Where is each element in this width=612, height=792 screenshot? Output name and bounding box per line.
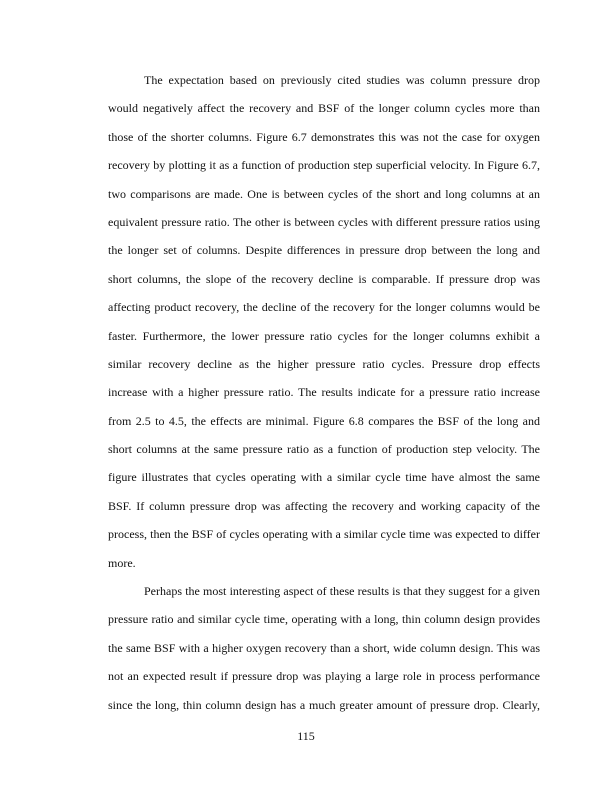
text-line: affecting product recovery, the decline of the recovery for the longer columns would be xyxy=(108,300,540,315)
text-line: those of the shorter columns. Figure 6.7 demonstrates this was not the case for oxygen xyxy=(108,129,540,144)
text-line: short columns, the slope of the recovery decline is comparable. If pressure drop was xyxy=(108,271,540,286)
text-line: would negatively affect the recovery and BSF of the longer column cycles more than xyxy=(108,101,540,116)
text-line: process, then the BSF of cycles operating with a similar cycle time was expected to differ xyxy=(108,527,540,542)
text-line: figure illustrates that cycles operating with a similar cycle time have almost the same xyxy=(108,470,540,485)
text-line: short columns at the same pressure ratio as a function of production step velocity. The xyxy=(108,442,540,457)
text-line: Perhaps the most interesting aspect of these results is that they suggest for a given xyxy=(144,584,540,599)
text-line: faster. Furthermore, the lower pressure ratio cycles for the longer columns exhibit a xyxy=(108,328,540,343)
text-line: the same BSF with a higher oxygen recovery than a short, wide column design. This was xyxy=(108,640,540,655)
text-line: BSF. If column pressure drop was affecting the recovery and working capacity of the xyxy=(108,498,540,513)
text-line: recovery by plotting it as a function of production step superficial velocity. In Figure 6.7, xyxy=(108,158,540,173)
text-line: The expectation based on previously cited studies was column pressure drop xyxy=(144,73,540,87)
text-line: similar recovery decline as the higher pressure ratio cycles. Pressure drop effects xyxy=(108,356,540,371)
paragraph xyxy=(108,66,540,577)
text-line: not an expected result if pressure drop was playing a large role in process performance xyxy=(108,669,540,684)
text-line: since the long, thin column design has a much greater amount of pressure drop. Clearly, xyxy=(108,697,540,712)
text-line: more. xyxy=(108,555,136,570)
text-line: equivalent pressure ratio. The other is between cycles with different pressure ratios using xyxy=(108,214,540,229)
paragraph xyxy=(108,577,540,719)
text-line: the longer set of columns. Despite differences in pressure drop between the long and xyxy=(108,243,540,258)
text-line: two comparisons are made. One is between cycles of the short and long columns at an xyxy=(108,186,540,201)
text-line: pressure ratio and similar cycle time, operating with a long, thin column design provides xyxy=(108,612,540,627)
text-line: increase with a higher pressure ratio. The results indicate for a pressure ratio increase xyxy=(108,385,540,400)
body-text xyxy=(108,66,540,719)
text-line: from 2.5 to 4.5, the effects are minimal. Figure 6.8 compares the BSF of the long and xyxy=(108,413,540,428)
page-number: 115 xyxy=(297,729,315,743)
